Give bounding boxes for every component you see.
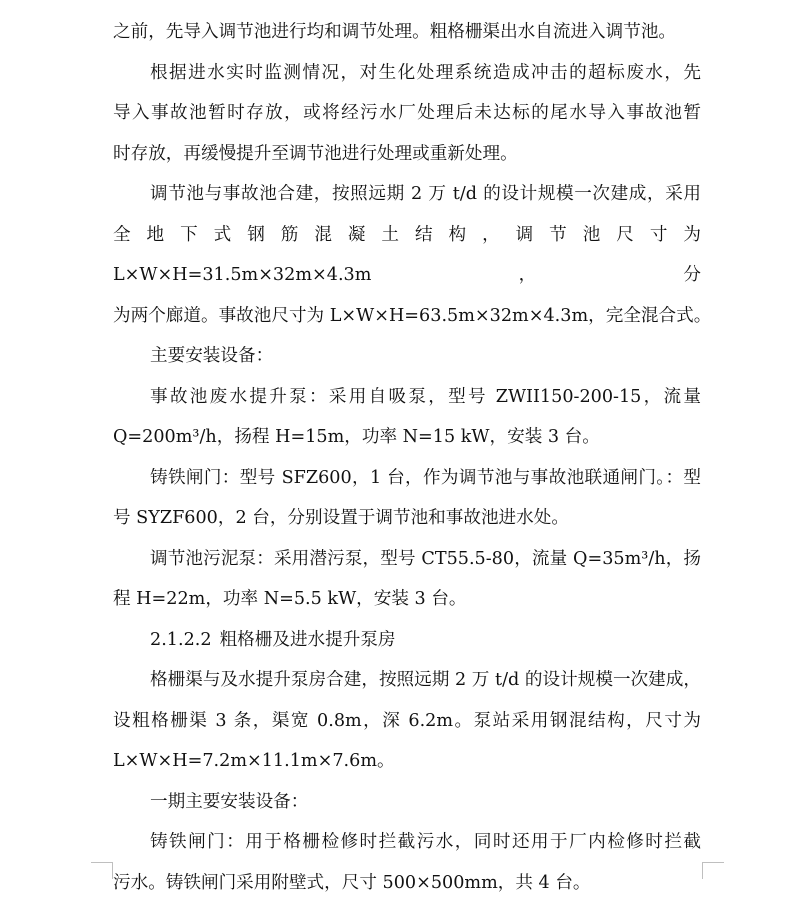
text-line: 事故池废水提升泵：采用自吸泵，型号 ZWII150-200-15，流量 [113, 377, 701, 418]
paragraph [113, 782, 701, 823]
text-line: 全地下式钢筋混凝土结构，调节池尺寸为 L×W×H=31.5m×32m×4.3m，分 [113, 215, 701, 296]
paragraph [113, 12, 701, 53]
text-line: 时存放，再缓慢提升至调节池进行处理或重新处理。 [113, 134, 701, 175]
heading-title: 粗格栅及进水提升泵房 [220, 630, 396, 650]
text-line: 主要安装设备： [113, 336, 701, 377]
paragraph [113, 174, 701, 336]
page-corner-mark-right [702, 862, 724, 863]
paragraph [113, 539, 701, 620]
text-line: 调节池与事故池合建，按照远期 2 万 t/d 的设计规模一次建成，采用 [113, 174, 701, 215]
text-line: 设粗格栅渠 3 条，渠宽 0.8m，深 6.2m。泵站采用钢混结构，尺寸为 [113, 701, 701, 742]
text-line: 根据进水实时监测情况，对生化处理系统造成冲击的超标废水，先 [113, 53, 701, 94]
text-line: 调节池污泥泵：采用潜污泵，型号 CT55.5-80，流量 Q=35m³/h，扬 [113, 539, 701, 580]
text-line: 铸铁闸门：型号 SFZ600，1 台，作为调节池与事故池联通闸门。：型 [113, 458, 701, 499]
document-body [113, 12, 701, 903]
text-line: 铸铁闸门：用于格栅检修时拦截污水，同时还用于厂内检修时拦截 [113, 822, 701, 863]
paragraph [113, 377, 701, 458]
heading-number: 2.1.2.2 [150, 630, 212, 650]
text-line: Q=200m³/h，扬程 H=15m，功率 N=15 kW，安装 3 台。 [113, 417, 701, 458]
text-line: L×W×H=7.2m×11.1m×7.6m。 [113, 741, 701, 782]
text-line: 之前，先导入调节池进行均和调节处理。粗格栅渠出水自流进入调节池。 [113, 12, 701, 53]
text-line: 污水。铸铁闸门采用附壁式，尺寸 500×500mm，共 4 台。 [113, 863, 701, 903]
paragraph [113, 336, 701, 377]
paragraph [113, 53, 701, 175]
paragraph [113, 822, 701, 903]
text-line: 为两个廊道。事故池尺寸为 L×W×H=63.5m×32m×4.3m，完全混合式。 [113, 296, 701, 337]
paragraph [113, 458, 701, 539]
page-corner-mark-left [91, 862, 113, 863]
text-line: 号 SYZF600，2 台，分别设置于调节池和事故池进水处。 [113, 498, 701, 539]
text-line: 格栅渠与及水提升泵房合建，按照远期 2 万 t/d 的设计规模一次建成， [113, 660, 701, 701]
section-heading [113, 620, 701, 661]
text-line: 程 H=22m，功率 N=5.5 kW，安装 3 台。 [113, 579, 701, 620]
text-line: 导入事故池暂时存放，或将经污水厂处理后未达标的尾水导入事故池暂 [113, 93, 701, 134]
page-corner-mark-right-vertical [702, 862, 703, 879]
heading-line [113, 620, 701, 661]
text-line: 一期主要安装设备： [113, 782, 701, 823]
paragraph [113, 660, 701, 782]
page-corner-mark-left-vertical [112, 862, 113, 879]
